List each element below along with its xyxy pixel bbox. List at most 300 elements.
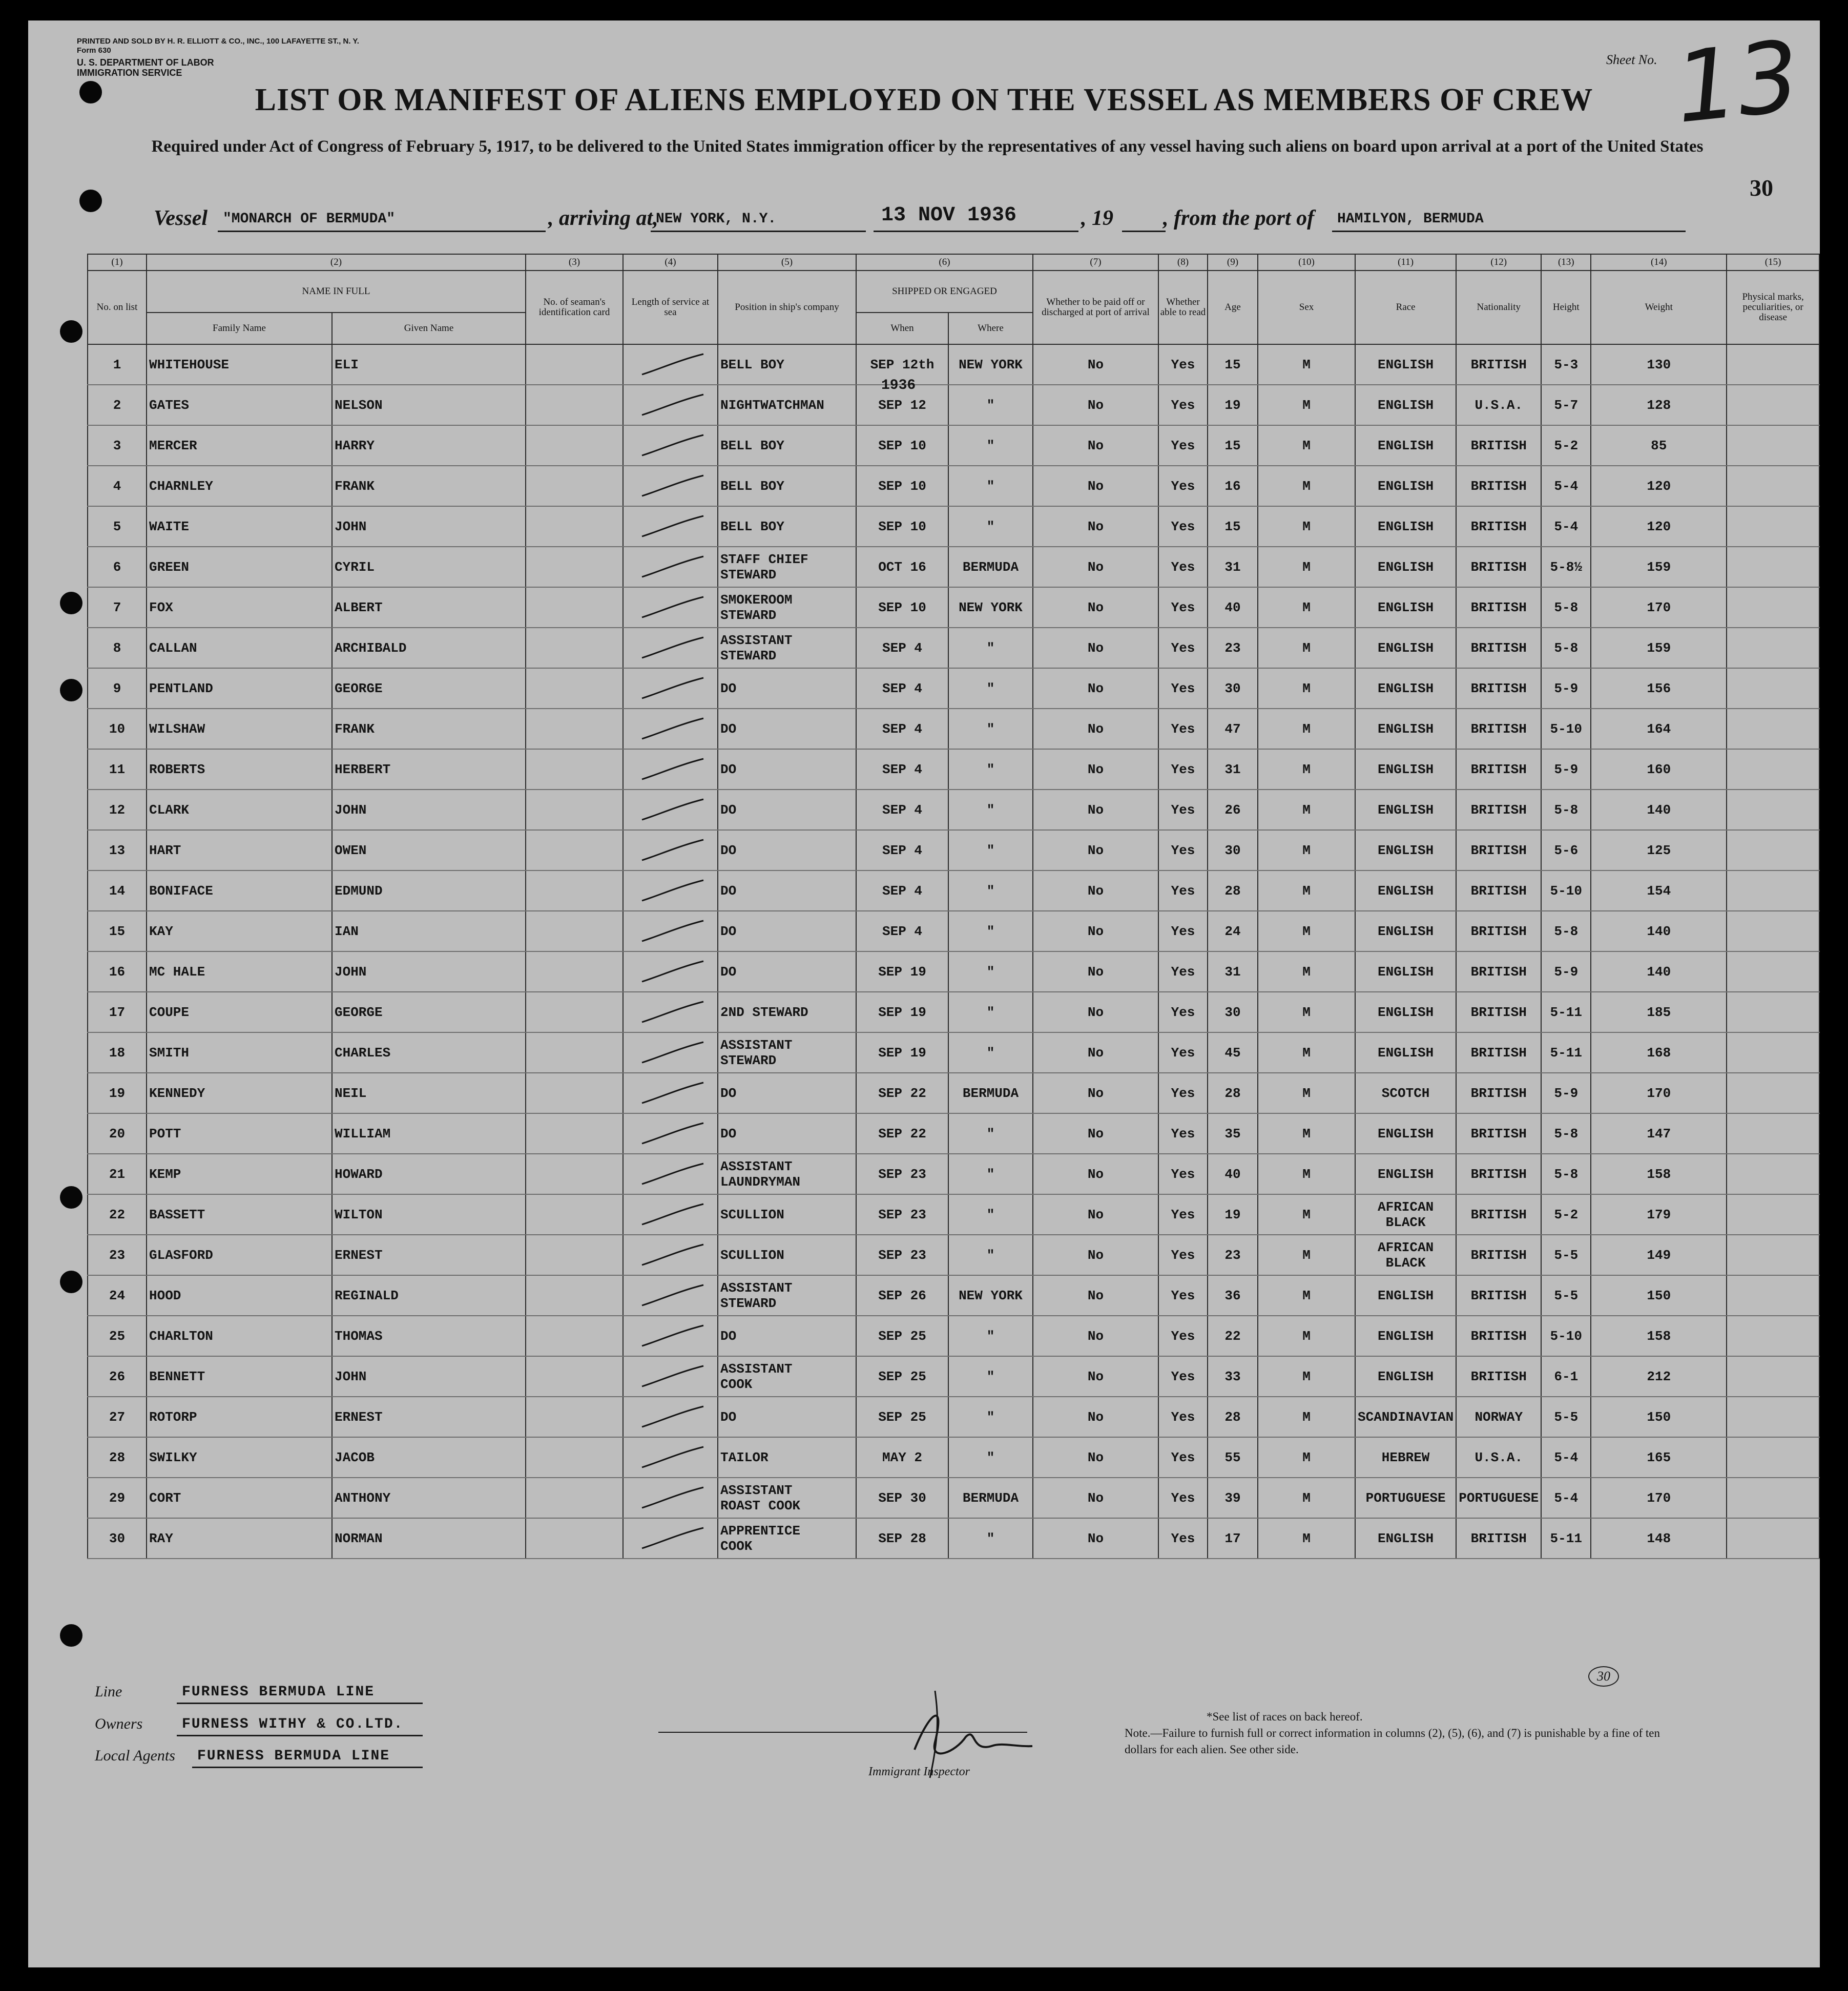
position: SCULLION: [718, 1235, 856, 1275]
row-number: 8: [88, 628, 147, 668]
race: ENGLISH: [1355, 911, 1456, 951]
family-name: ROTORP: [147, 1397, 332, 1437]
physical-marks: [1727, 1073, 1819, 1113]
height: 5-8: [1541, 628, 1591, 668]
family-name: BASSETT: [147, 1194, 332, 1235]
physical-marks: [1727, 911, 1819, 951]
shipped-when: OCT 16: [856, 547, 948, 587]
age: 15: [1208, 425, 1258, 466]
row-number: 19: [88, 1073, 147, 1113]
shipped-where: ": [948, 628, 1033, 668]
paid-off: No: [1033, 506, 1158, 547]
tick-mark: [638, 715, 710, 743]
seaman-card: [526, 790, 623, 830]
age: 55: [1208, 1437, 1258, 1478]
shipped-when: SEP 4: [856, 790, 948, 830]
seaman-card: [526, 992, 623, 1032]
seaman-card: [526, 466, 623, 506]
nationality: BRITISH: [1456, 709, 1541, 749]
vessel-name: "MONARCH OF BERMUDA": [223, 211, 396, 227]
age: 23: [1208, 1235, 1258, 1275]
row-number: 14: [88, 870, 147, 911]
shipped-when: SEP 22: [856, 1113, 948, 1154]
paid-off: No: [1033, 830, 1158, 870]
able-to-read: Yes: [1158, 1316, 1208, 1356]
race: ENGLISH: [1355, 587, 1456, 628]
shipped-where: ": [948, 709, 1033, 749]
physical-marks: [1727, 951, 1819, 992]
family-name: FOX: [147, 587, 332, 628]
seaman-card: [526, 1437, 623, 1478]
height: 5-7: [1541, 385, 1591, 425]
col-num: (9): [1208, 254, 1258, 271]
nationality: BRITISH: [1456, 870, 1541, 911]
tick-mark: [638, 1120, 710, 1148]
paid-off: No: [1033, 587, 1158, 628]
paid-off: No: [1033, 870, 1158, 911]
tick-mark: [638, 1282, 710, 1310]
service-tick: [623, 1235, 718, 1275]
manifest-sheet: [28, 20, 1820, 1967]
race: ENGLISH: [1355, 668, 1456, 709]
service-tick: [623, 506, 718, 547]
service-tick: [623, 709, 718, 749]
weight: 85: [1591, 425, 1727, 466]
header-age: Age: [1208, 271, 1258, 344]
seaman-card: [526, 385, 623, 425]
header-length: Length of service at sea: [623, 271, 718, 344]
nationality: BRITISH: [1456, 1518, 1541, 1559]
inspector-label: Immigrant Inspector: [868, 1765, 970, 1778]
height: 5-9: [1541, 668, 1591, 709]
sex: M: [1258, 1478, 1355, 1518]
race: ENGLISH: [1355, 385, 1456, 425]
race: ENGLISH: [1355, 870, 1456, 911]
age: 19: [1208, 385, 1258, 425]
header-position: Position in ship's company: [718, 271, 856, 344]
seaman-card: [526, 951, 623, 992]
age: 45: [1208, 1032, 1258, 1073]
position: DO: [718, 911, 856, 951]
able-to-read: Yes: [1158, 547, 1208, 587]
given-name: JOHN: [332, 1356, 526, 1397]
races-note: *See list of races on back hereof.: [1207, 1710, 1363, 1723]
row-number: 29: [88, 1478, 147, 1518]
race: HEBREW: [1355, 1437, 1456, 1478]
shipped-when: SEP 25: [856, 1356, 948, 1397]
physical-marks: [1727, 506, 1819, 547]
shipped-when: SEP 19: [856, 992, 948, 1032]
table-row: [88, 1437, 1819, 1478]
shipped-when: SEP 4: [856, 830, 948, 870]
height: 5-4: [1541, 506, 1591, 547]
row-number: 25: [88, 1316, 147, 1356]
family-name: HART: [147, 830, 332, 870]
service-tick: [623, 668, 718, 709]
seaman-card: [526, 1397, 623, 1437]
sex: M: [1258, 1518, 1355, 1559]
nationality: BRITISH: [1456, 1073, 1541, 1113]
from-port: HAMILYON, BERMUDA: [1337, 211, 1484, 227]
sex: M: [1258, 587, 1355, 628]
col-num: (8): [1158, 254, 1208, 271]
tick-mark: [638, 1525, 710, 1553]
table-row: [88, 1275, 1819, 1316]
nationality: BRITISH: [1456, 1316, 1541, 1356]
penalty-note: Note.—Failure to furnish full or correct information in columns (2), (5), (6), and (7) is punishable by a fine of ten dollars for each alien. See other side.: [1125, 1727, 1660, 1756]
service-tick: [623, 1194, 718, 1235]
sex: M: [1258, 1316, 1355, 1356]
able-to-read: Yes: [1158, 385, 1208, 425]
row-number: 9: [88, 668, 147, 709]
height: 5-11: [1541, 1518, 1591, 1559]
line-value: FURNESS BERMUDA LINE: [182, 1684, 375, 1700]
col-num: (2): [147, 254, 526, 271]
seaman-card: [526, 1113, 623, 1154]
row-number: 24: [88, 1275, 147, 1316]
able-to-read: Yes: [1158, 951, 1208, 992]
position: ASSISTANT STEWARD: [718, 1032, 856, 1073]
paid-off: No: [1033, 1113, 1158, 1154]
table-row: [88, 1154, 1819, 1194]
able-to-read: Yes: [1158, 1356, 1208, 1397]
nationality: BRITISH: [1456, 749, 1541, 790]
age: 17: [1208, 1518, 1258, 1559]
physical-marks: [1727, 870, 1819, 911]
weight: 120: [1591, 466, 1727, 506]
row-number: 13: [88, 830, 147, 870]
col-num: (7): [1033, 254, 1158, 271]
nationality: BRITISH: [1456, 1113, 1541, 1154]
table-row: [88, 1032, 1819, 1073]
physical-marks: [1727, 628, 1819, 668]
shipped-where: ": [948, 749, 1033, 790]
able-to-read: Yes: [1158, 587, 1208, 628]
shipped-where: BERMUDA: [948, 547, 1033, 587]
physical-marks: [1727, 587, 1819, 628]
header-shipped: SHIPPED OR ENGAGED: [856, 271, 1033, 313]
shipped-where: ": [948, 870, 1033, 911]
row-number: 16: [88, 951, 147, 992]
shipped-when: MAY 2: [856, 1437, 948, 1478]
given-name: ARCHIBALD: [332, 628, 526, 668]
race: ENGLISH: [1355, 425, 1456, 466]
family-name: CLARK: [147, 790, 332, 830]
weight: 149: [1591, 1235, 1727, 1275]
shipped-when: SEP 23: [856, 1154, 948, 1194]
punch-hole: [60, 1186, 82, 1209]
given-name: OWEN: [332, 830, 526, 870]
race: ENGLISH: [1355, 1518, 1456, 1559]
table-row: [88, 344, 1819, 385]
tick-mark: [638, 756, 710, 784]
given-name: HARRY: [332, 425, 526, 466]
position: STAFF CHIEF STEWARD: [718, 547, 856, 587]
weight: 140: [1591, 911, 1727, 951]
col-num: (6): [856, 254, 1033, 271]
given-name: JOHN: [332, 790, 526, 830]
tick-mark: [638, 877, 710, 905]
punch-hole: [60, 1624, 82, 1647]
given-name: WILLIAM: [332, 1113, 526, 1154]
page-title: LIST OR MANIFEST OF ALIENS EMPLOYED ON THE VESSEL AS MEMBERS OF CREW: [255, 82, 1593, 117]
paid-off: No: [1033, 668, 1158, 709]
nationality: BRITISH: [1456, 992, 1541, 1032]
shipped-where: ": [948, 1113, 1033, 1154]
height: 5-10: [1541, 709, 1591, 749]
family-name: BENNETT: [147, 1356, 332, 1397]
given-name: JOHN: [332, 951, 526, 992]
sex: M: [1258, 385, 1355, 425]
height: 5-9: [1541, 1073, 1591, 1113]
race: ENGLISH: [1355, 1356, 1456, 1397]
seaman-card: [526, 1275, 623, 1316]
race: ENGLISH: [1355, 1032, 1456, 1073]
height: 5-5: [1541, 1397, 1591, 1437]
nationality: BRITISH: [1456, 628, 1541, 668]
nationality: BRITISH: [1456, 790, 1541, 830]
nationality: BRITISH: [1456, 951, 1541, 992]
physical-marks: [1727, 1316, 1819, 1356]
col-num: (10): [1258, 254, 1355, 271]
able-to-read: Yes: [1158, 344, 1208, 385]
race: ENGLISH: [1355, 1316, 1456, 1356]
shipped-where: ": [948, 1235, 1033, 1275]
nationality: U.S.A.: [1456, 1437, 1541, 1478]
family-name: WAITE: [147, 506, 332, 547]
age: 31: [1208, 547, 1258, 587]
paid-off: No: [1033, 1518, 1158, 1559]
paid-off: No: [1033, 1397, 1158, 1437]
header-given-name: Given Name: [332, 313, 526, 344]
service-tick: [623, 1397, 718, 1437]
shipped-when: SEP 26: [856, 1275, 948, 1316]
family-name: GATES: [147, 385, 332, 425]
shipped-when: SEP 22: [856, 1073, 948, 1113]
physical-marks: [1727, 1356, 1819, 1397]
paid-off: No: [1033, 1437, 1158, 1478]
tick-mark: [638, 634, 710, 662]
row-number: 23: [88, 1235, 147, 1275]
family-name: CHARNLEY: [147, 466, 332, 506]
age: 22: [1208, 1316, 1258, 1356]
shipped-when: SEP 23: [856, 1235, 948, 1275]
weight: 156: [1591, 668, 1727, 709]
punch-hole: [60, 320, 82, 343]
year-label: , 19: [1081, 206, 1113, 230]
age: 31: [1208, 951, 1258, 992]
height: 5-2: [1541, 1194, 1591, 1235]
physical-marks: [1727, 1437, 1819, 1478]
seaman-card: [526, 1194, 623, 1235]
age: 30: [1208, 668, 1258, 709]
table-row: [88, 425, 1819, 466]
shipped-where: ": [948, 1397, 1033, 1437]
paid-off: No: [1033, 709, 1158, 749]
sex: M: [1258, 951, 1355, 992]
weight: 168: [1591, 1032, 1727, 1073]
seaman-card: [526, 830, 623, 870]
shipped-where: ": [948, 911, 1033, 951]
table-row: [88, 385, 1819, 425]
department-header: U. S. DEPARTMENT OF LABOR IMMIGRATION SERVICE: [77, 57, 214, 78]
table-row: [88, 1518, 1819, 1559]
physical-marks: [1727, 830, 1819, 870]
position: SMOKEROOM STEWARD: [718, 587, 856, 628]
weight: 170: [1591, 1073, 1727, 1113]
table-row: [88, 830, 1819, 870]
table-row: [88, 547, 1819, 587]
table-row: [88, 911, 1819, 951]
line-label: Line: [95, 1683, 122, 1700]
family-name: MERCER: [147, 425, 332, 466]
able-to-read: Yes: [1158, 1478, 1208, 1518]
physical-marks: [1727, 425, 1819, 466]
service-tick: [623, 1437, 718, 1478]
table-row: [88, 628, 1819, 668]
position: DO: [718, 668, 856, 709]
row-number: 17: [88, 992, 147, 1032]
race: ENGLISH: [1355, 547, 1456, 587]
col-num: (1): [88, 254, 147, 271]
family-name: SWILKY: [147, 1437, 332, 1478]
able-to-read: Yes: [1158, 790, 1208, 830]
race: AFRICAN BLACK: [1355, 1194, 1456, 1235]
weight: 158: [1591, 1154, 1727, 1194]
age: 16: [1208, 466, 1258, 506]
tick-mark: [638, 675, 710, 703]
family-name: CHARLTON: [147, 1316, 332, 1356]
sex: M: [1258, 547, 1355, 587]
shipped-when: SEP 12: [856, 385, 948, 425]
physical-marks: [1727, 1397, 1819, 1437]
year-annotation: 1936: [881, 378, 916, 393]
family-name: KAY: [147, 911, 332, 951]
race: ENGLISH: [1355, 1113, 1456, 1154]
shipped-when: SEP 23: [856, 1194, 948, 1235]
family-name: SMITH: [147, 1032, 332, 1073]
given-name: HOWARD: [332, 1154, 526, 1194]
seaman-card: [526, 425, 623, 466]
physical-marks: [1727, 1518, 1819, 1559]
header-family-name: Family Name: [147, 313, 332, 344]
nationality: BRITISH: [1456, 1356, 1541, 1397]
shipped-where: ": [948, 790, 1033, 830]
service-tick: [623, 587, 718, 628]
position: SCULLION: [718, 1194, 856, 1235]
col-num: (12): [1456, 254, 1541, 271]
weight: 125: [1591, 830, 1727, 870]
tick-mark: [638, 958, 710, 986]
able-to-read: Yes: [1158, 870, 1208, 911]
weight: 148: [1591, 1518, 1727, 1559]
row-number: 28: [88, 1437, 147, 1478]
nationality: BRITISH: [1456, 668, 1541, 709]
able-to-read: Yes: [1158, 1032, 1208, 1073]
given-name: IAN: [332, 911, 526, 951]
table-row: [88, 992, 1819, 1032]
race: ENGLISH: [1355, 466, 1456, 506]
given-name: NORMAN: [332, 1518, 526, 1559]
row-number: 26: [88, 1356, 147, 1397]
table-row: [88, 870, 1819, 911]
shipped-where: ": [948, 1194, 1033, 1235]
paid-off: No: [1033, 547, 1158, 587]
paid-off: No: [1033, 628, 1158, 668]
age: 35: [1208, 1113, 1258, 1154]
tick-mark: [638, 1403, 710, 1432]
physical-marks: [1727, 668, 1819, 709]
race: ENGLISH: [1355, 790, 1456, 830]
age: 40: [1208, 587, 1258, 628]
able-to-read: Yes: [1158, 1073, 1208, 1113]
given-name: ERNEST: [332, 1397, 526, 1437]
service-tick: [623, 1113, 718, 1154]
service-tick: [623, 425, 718, 466]
crew-manifest-table: [87, 254, 1820, 1559]
physical-marks: [1727, 790, 1819, 830]
tick-mark: [638, 391, 710, 420]
age: 23: [1208, 628, 1258, 668]
shipped-when: SEP 25: [856, 1397, 948, 1437]
position: TAILOR: [718, 1437, 856, 1478]
given-name: FRANK: [332, 709, 526, 749]
position: ASSISTANT COOK: [718, 1356, 856, 1397]
sex: M: [1258, 1073, 1355, 1113]
age: 40: [1208, 1154, 1258, 1194]
position: ASSISTANT ROAST COOK: [718, 1478, 856, 1518]
sheet-label: Sheet No.: [1606, 52, 1657, 67]
header-when: When: [856, 313, 948, 344]
header-sex: Sex: [1258, 271, 1355, 344]
family-name: WHITEHOUSE: [147, 344, 332, 385]
physical-marks: [1727, 749, 1819, 790]
sex: M: [1258, 870, 1355, 911]
age: 15: [1208, 506, 1258, 547]
owners-label: Owners: [95, 1715, 143, 1732]
tick-mark: [638, 837, 710, 865]
shipped-where: NEW YORK: [948, 1275, 1033, 1316]
physical-marks: [1727, 385, 1819, 425]
nationality: BRITISH: [1456, 547, 1541, 587]
age: 24: [1208, 911, 1258, 951]
sex: M: [1258, 1356, 1355, 1397]
arriving-port: NEW YORK, N.Y.: [656, 211, 777, 227]
service-tick: [623, 547, 718, 587]
sex: M: [1258, 425, 1355, 466]
circled-count: 30: [1588, 1666, 1619, 1687]
seaman-card: [526, 911, 623, 951]
age: 30: [1208, 830, 1258, 870]
seaman-card: [526, 506, 623, 547]
sex: M: [1258, 1194, 1355, 1235]
seaman-card: [526, 1032, 623, 1073]
shipped-when: SEP 10: [856, 425, 948, 466]
shipped-when: SEP 4: [856, 668, 948, 709]
header-weight: Weight: [1591, 271, 1727, 344]
height: 5-5: [1541, 1235, 1591, 1275]
seaman-card: [526, 1316, 623, 1356]
from-label: , from the port of: [1163, 206, 1315, 230]
paid-off: No: [1033, 1032, 1158, 1073]
tick-mark: [638, 1160, 710, 1189]
service-tick: [623, 749, 718, 790]
sex: M: [1258, 790, 1355, 830]
race: ENGLISH: [1355, 992, 1456, 1032]
nationality: BRITISH: [1456, 830, 1541, 870]
service-tick: [623, 870, 718, 911]
table-row: [88, 1316, 1819, 1356]
